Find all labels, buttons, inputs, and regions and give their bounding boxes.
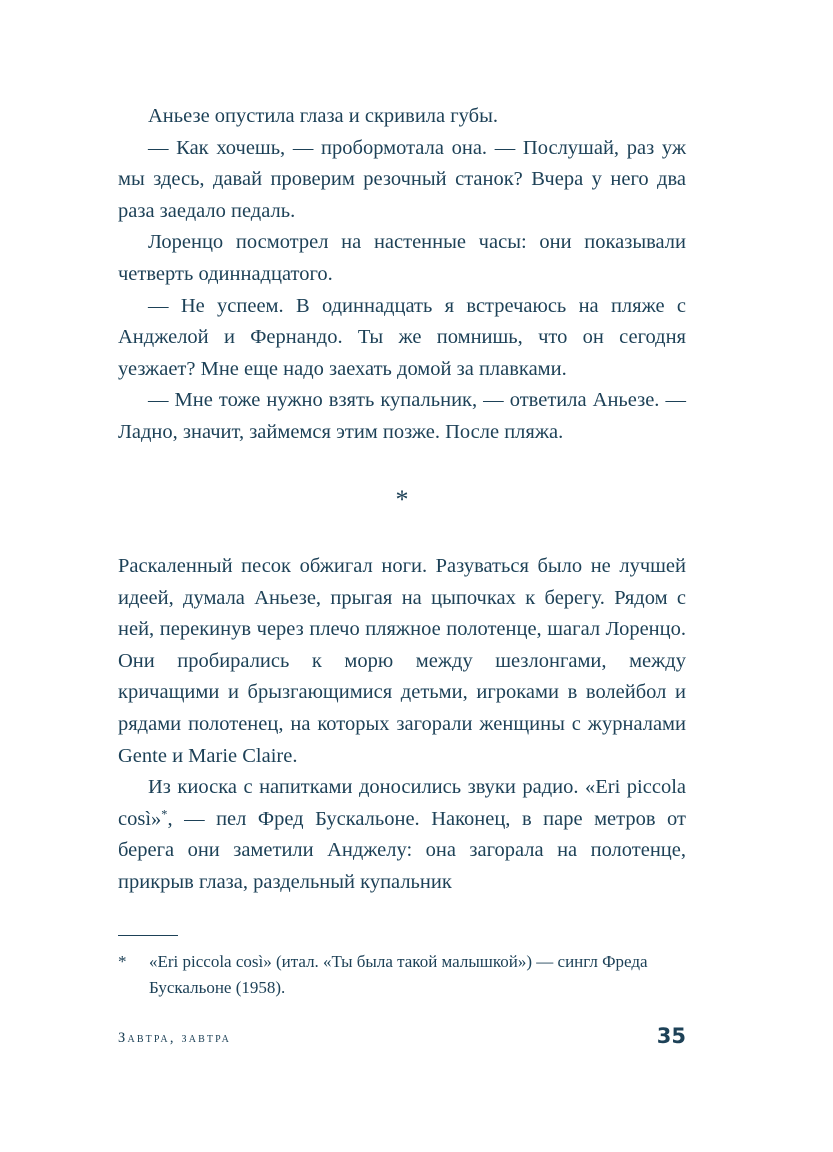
footnote: [118, 949, 686, 1001]
footnote-divider: [118, 935, 178, 936]
paragraph: — Не успеем. В одиннадцать я встречаюсь на пляже с Анджелой и Фернандо. Ты же помнишь, что он сегодня уезжает? Мне еще надо заехать домой за плавками.: [118, 294, 686, 380]
footnote-text: «Eri piccola così» (итал. «Ты была такой малышкой») — сингл Фреда Бускальоне (1958).: [149, 952, 648, 997]
page-number: 35: [656, 1024, 686, 1048]
paragraph: — Мне тоже нужно взять купальник, — ответила Аньезе. — Ладно, значит, займемся этим позже. После пляжа.: [118, 389, 686, 443]
paragraph: Раскаленный песок обжигал ноги. Разуваться было не лучшей идеей, думала Аньезе, прыгая на цыпочках к берегу. Рядом с ней, перекинув через плечо пляжное полотенце, шагал Лоренцо. Они пробирались к морю между шезлонгами, между кричащими и брызгающимися детьми, игроками в волейбол и рядами полотенец, на которых загорали женщины с журналами Gente и Marie Claire.: [118, 555, 686, 767]
paragraph: Аньезе опустила глаза и скривила губы.: [148, 105, 498, 127]
section-separator: *: [395, 485, 409, 514]
text-block-bottom: [118, 551, 686, 899]
footnote-reference: *: [161, 807, 168, 821]
paragraph: [118, 772, 686, 898]
footnote-marker: *: [118, 952, 127, 971]
paragraph-text: , — пел Фред Бускальоне. Наконец, в паре метров от берега они заметили Анджелу: она загорала на полотенце, прикрыв глаза, раздельный купальник: [118, 807, 686, 893]
paragraph: — Как хочешь, — пробормотала она. — Послушай, раз уж мы здесь, давай проверим резочный станок? Вчера у него два раза заедало педаль.: [118, 136, 686, 222]
paragraph-text: Из киоска с напитками доносились звуки радио. «Eri piccola così»: [118, 776, 686, 830]
paragraph: Лоренцо посмотрел на настенные часы: они показывали четверть одиннадцатого.: [118, 231, 686, 285]
running-footer-title: Завтра, завтра: [118, 1030, 232, 1046]
text-block-top: [118, 101, 686, 449]
